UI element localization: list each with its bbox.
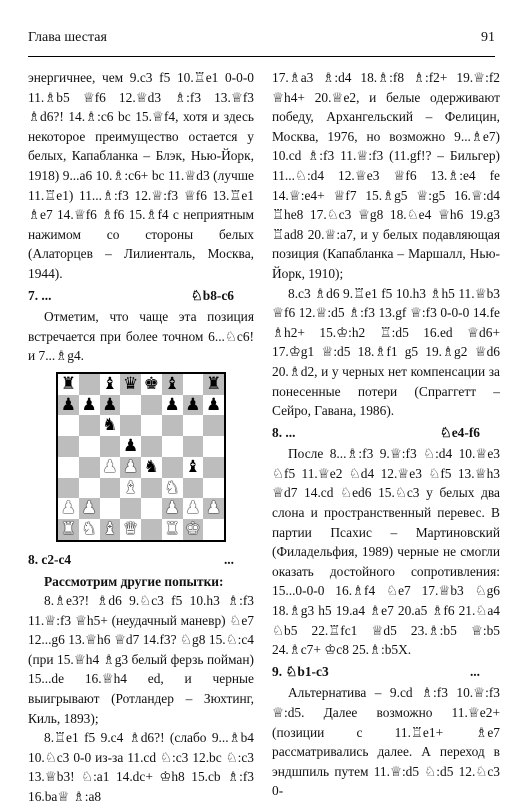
board-square	[79, 415, 100, 436]
board-square	[183, 415, 204, 436]
board-square	[120, 436, 141, 457]
board-square	[79, 498, 100, 519]
header-rule	[28, 56, 495, 57]
black-pawn-icon: ♟	[185, 394, 201, 415]
board-square	[100, 395, 121, 416]
board-square	[162, 436, 183, 457]
move-number: 8. c2-c4	[28, 551, 72, 567]
black-queen-icon: ♛	[123, 373, 139, 394]
board-square	[79, 436, 100, 457]
white-queen-icon: ♛	[123, 519, 139, 540]
paragraph: 8.c3 ♗d6 9.♖e1 f5 10.h3 ♗h5 11.♕b3 ♕f6 12.♕:d5 ♗:f3 13.gf ♕:f3 0-0-0 14.fe ♗h2+ 15.♔:h2 ♖:d5 16.ed ♕d6+ 17.♔g1 ♕:d5 18.♗f1 g5 19.♗g2 ♕d6 20.♗d2, и у черных нет компенсации за понесенные потери (Спраггетт – Сейро, Гавана, 1986).	[272, 285, 500, 419]
board-square	[162, 498, 183, 519]
board-square	[141, 374, 162, 395]
board-square	[100, 415, 121, 436]
paragraph: После 8...♗:f3 9.♕:f3 ♘:d4 10.♕e3 ♘f5 11.♕e2 ♘d4 12.♕e3 ♘f5 13.♕h3 ♕d7 14.cd ♘ed6 15.♘c3 у белых два слона и пространственный перевес. В партии Псахис – Мартиновский (Филадельфия, 1989) черные не смогли оказать достойного сопротивления: 15...0-0-0 16.♗f4 ♘e7 17.♕b3 ♘g6 18.♗g3 h5 19.a4 ♗e7 20.a5 ♗f6 21.♘a4 ♘b5 22.♖fc1 ♕d5 23.♗:b5 ♕:b5 24.♗c7+ ♔c8 25.♗:b5X.	[272, 446, 500, 658]
black-pawn-icon: ♟	[81, 394, 97, 415]
move-text: ...	[223, 551, 234, 567]
move-text: ♘e4-f6	[439, 424, 480, 440]
board-square	[203, 395, 224, 416]
black-bishop-icon: ♝	[102, 373, 118, 394]
black-bishop-icon: ♝	[185, 456, 201, 477]
board-square	[183, 395, 204, 416]
board-square	[120, 478, 141, 499]
paragraph: энергичнее, чем 9.c3 f5 10.♖e1 0-0-0 11.♗b5 ♕f6 12.♕d3 ♗:f3 13.♕f3 ♗d6?! 14.♗:c6 bc 15.♕f4, хотя и здесь некоторое преимущество остается у белых, Капабланка – Блэк, Нью-Йорк, 1918) 9...a6 10.♗:c6+ bc 11.♕d3 (лучше 11.♖e1) 11...♗:f3 12.♕:f3 ♕f6 13.♖e1 ♗e7 14.♕f6 ♗f6 15.♗f4 с неприятным нажимом со стороны белых (Алаторцев – Лилиенталь, Москва, 1944).	[28, 70, 254, 281]
move-number: 9. ♘b1-c3	[272, 663, 329, 679]
black-bishop-icon: ♝	[164, 373, 180, 394]
move-number: 7. ...	[28, 287, 52, 303]
board-square	[58, 374, 79, 395]
white-pawn-icon: ♟	[60, 498, 76, 519]
paragraph: Рассмотрим другие попытки:	[44, 573, 224, 589]
board-square	[162, 415, 183, 436]
board-square	[120, 395, 141, 416]
board-square	[183, 436, 204, 457]
board-square	[58, 457, 79, 478]
board-square	[141, 457, 162, 478]
paragraph: 17.♗a3 ♗:d4 18.♗:f8 ♗:f2+ 19.♕:f2 ♕h4+ 20.♕e2, и белые одерживают победу, Архангельский – Фелицин, Москва, 1976, но возможно 9...♗e7) 10.cd ♗:f3 11.♕:f3 (11.gf!? – Бильгер) 11...♘:d4 12.♕e3 ♕f6 13.♗:e4 fe 14.♕:e4+ ♕f7 15.♗g5 ♕:g5 16.♕:d4 ♖he8 17.♘c3 ♕g8 18.♘e4 ♕h6 19.g3 ♖ad8 20.♕:a7, и у белых подавляющая позиция (Капабланка – Маршалл, Нью-Йорк, 1910);	[272, 70, 500, 281]
board-square	[183, 498, 204, 519]
board-square	[120, 498, 141, 519]
board-square	[120, 519, 141, 540]
board-square	[141, 395, 162, 416]
page-number: 91	[481, 30, 495, 45]
board-square	[162, 478, 183, 499]
board-square	[100, 457, 121, 478]
board-square	[141, 415, 162, 436]
white-pawn-icon: ♟	[81, 498, 97, 519]
black-pawn-icon: ♟	[60, 394, 76, 415]
board-square	[183, 519, 204, 540]
board-square	[203, 374, 224, 395]
board-square	[203, 498, 224, 519]
board-square	[203, 478, 224, 499]
board-square	[100, 436, 121, 457]
move-text: ♘b8-c6	[190, 287, 234, 303]
move-number: 8. ...	[272, 424, 296, 440]
paragraph: 8.♗e3?! ♗d6 9.♘c3 f5 10.h3 ♗:f3 11.♕:f3 ♕h5+ (неудачный маневр) ♘e7 12...g6 13.♕h6 ♕d7 14.f3? ♘g8 15.♘:c4 (при 15.♕h4 ♗g3 белый ферзь пойман) 15...de 16.♕h4 ed, и черные выигрывают (Ротландер – Зюхтинг, Киль, 1893);	[28, 593, 254, 726]
board-square	[100, 519, 121, 540]
board-square	[162, 395, 183, 416]
board-square	[100, 478, 121, 499]
board-square	[141, 519, 162, 540]
left-column	[28, 68, 254, 807]
white-king-icon: ♚	[185, 519, 201, 540]
board-square	[162, 457, 183, 478]
board-square	[58, 415, 79, 436]
black-rook-icon: ♜	[60, 373, 76, 394]
board-square	[120, 457, 141, 478]
white-rook-icon: ♜	[60, 519, 76, 540]
paragraph: Отметим, что чаще эта позиция встречается при более точном 6...♘c6! и 7...♗g4.	[28, 309, 254, 364]
move-heading	[28, 286, 254, 306]
board-square	[203, 436, 224, 457]
chapter-title: Глава шестая	[28, 30, 107, 45]
board-square	[100, 374, 121, 395]
board-square	[141, 498, 162, 519]
black-pawn-icon: ♟	[164, 394, 180, 415]
board-square	[58, 436, 79, 457]
board-square	[79, 478, 100, 499]
board-square	[162, 374, 183, 395]
board-square	[183, 374, 204, 395]
board-square	[141, 436, 162, 457]
black-knight-icon: ♞	[143, 456, 159, 477]
board-square	[183, 478, 204, 499]
board-square	[79, 374, 100, 395]
move-heading	[272, 662, 500, 682]
board-square	[203, 415, 224, 436]
paragraph: 8.♖e1 f5 9.c4 ♗d6?! (слабо 9...♗b4 10.♘c3 0-0 из-за 11.cd ♘:c3 12.bc ♘:c3 13.♕b3! ♘:a1 14.dc+ ♔h8 15.cb ♗:f3 16.ba♕ ♗:a8	[28, 730, 254, 805]
white-pawn-icon: ♟	[206, 498, 222, 519]
move-text: ...	[469, 663, 480, 679]
white-pawn-icon: ♟	[164, 498, 180, 519]
paragraph: Альтернатива – 9.cd ♗:f3 10.♕:f3 ♕:d5. Далее возможно 11.♕e2+ (позиции с 11.♖e1+ ♗e7 рассматривались далее. А переход в эндшпиль путем 11.♕:d5 ♘:d5 12.♘c3 0-	[272, 685, 500, 799]
black-knight-icon: ♞	[102, 415, 118, 436]
black-pawn-icon: ♟	[123, 436, 139, 457]
black-pawn-icon: ♟	[206, 394, 222, 415]
board-square	[100, 498, 121, 519]
board-square	[203, 457, 224, 478]
right-column	[272, 68, 500, 801]
board-square	[58, 395, 79, 416]
black-rook-icon: ♜	[206, 373, 222, 394]
page-header	[28, 30, 495, 50]
chess-diagram	[56, 372, 226, 542]
board-square	[120, 374, 141, 395]
white-knight-icon: ♞	[81, 519, 97, 540]
board-square	[120, 415, 141, 436]
white-pawn-icon: ♟	[185, 498, 201, 519]
white-knight-icon: ♞	[164, 477, 180, 498]
white-pawn-icon: ♟	[123, 456, 139, 477]
white-bishop-icon: ♝	[102, 519, 118, 540]
board-square	[183, 457, 204, 478]
board-square	[203, 519, 224, 540]
board-square	[79, 457, 100, 478]
board-square	[58, 478, 79, 499]
board-square	[58, 519, 79, 540]
white-rook-icon: ♜	[164, 519, 180, 540]
board-square	[141, 478, 162, 499]
board-square	[79, 395, 100, 416]
board-square	[79, 519, 100, 540]
black-king-icon: ♚	[143, 373, 159, 394]
move-heading	[28, 550, 254, 570]
black-pawn-icon: ♟	[102, 394, 118, 415]
board-square	[162, 519, 183, 540]
board-square	[58, 498, 79, 519]
white-pawn-icon: ♟	[102, 456, 118, 477]
move-heading	[272, 423, 500, 443]
white-bishop-icon: ♝	[123, 477, 139, 498]
